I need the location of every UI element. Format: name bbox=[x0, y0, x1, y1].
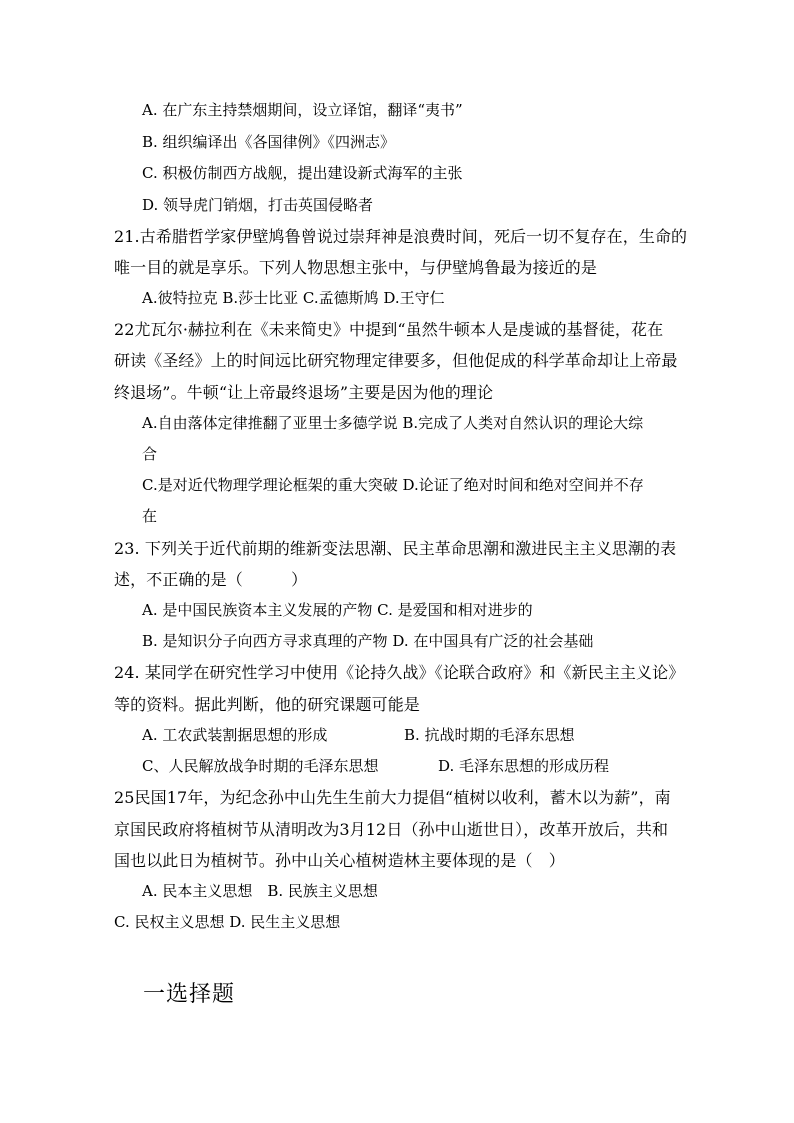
q25-stem-line-2: 京国民政府将植树节从清明改为3月12日（孙中山逝世日），改革开放后，共和 bbox=[114, 820, 669, 839]
q24-option-b: B. 抗战时期的毛泽东思想 bbox=[404, 726, 575, 744]
q22-options-cd-line-1: C.是对近代物理学理论框架的重大突破 D.论证了绝对时间和绝对空间并不存 bbox=[142, 476, 644, 494]
q22-options-ab-line-2: 合 bbox=[142, 445, 158, 463]
q22-stem-line-1: 22尤瓦尔·赫拉利在《未来简史》中提到“虽然牛顿本人是虔诚的基督徒，花在 bbox=[114, 320, 664, 339]
q22-stem-line-2: 研读《圣经》上的时间远比研究物理定律要多，但他促成的科学革命却让上帝最 bbox=[114, 351, 678, 370]
q20-option-b: B. 组织编译出《各国律例》《四洲志》 bbox=[142, 133, 396, 151]
q20-option-c: C. 积极仿制西方战舰，提出建设新式海军的主张 bbox=[142, 164, 463, 182]
q24-stem-line-1: 24. 某同学在研究性学习中使用《论持久战》《论联合政府》和《新民主主义论》 bbox=[114, 663, 685, 682]
q23-stem-line-1: 23. 下列关于近代前期的维新变法思潮、民主革命思潮和激进民主主义思潮的表 bbox=[114, 539, 677, 558]
q22-stem-line-3: 终退场”。牛顿“让上帝最终退场”主要是因为他的理论 bbox=[114, 383, 494, 402]
q25-options-cd: C. 民权主义思想 D. 民生主义思想 bbox=[114, 913, 341, 931]
q25-options-ab: A. 民本主义思想 B. 民族主义思想 bbox=[142, 882, 378, 900]
q21-stem-line-1: 21.古希腊哲学家伊壁鸠鲁曾说过崇拜神是浪费时间，死后一切不复存在，生命的 bbox=[114, 227, 688, 246]
q25-stem-line-1: 25民国17年，为纪念孙中山先生生前大力提倡“植树以收利，蓄木以为薪”，南 bbox=[114, 788, 671, 807]
q21-stem-line-2: 唯一目的就是享乐。下列人物思想主张中，与伊壁鸠鲁最为接近的是 bbox=[114, 258, 598, 277]
q24-option-d: D. 毛泽东思想的形成历程 bbox=[438, 757, 610, 775]
q23-options-ac: A. 是中国民族资本主义发展的产物 C. 是爱国和相对进步的 bbox=[142, 601, 533, 619]
q22-options-cd-line-2: 在 bbox=[142, 507, 158, 525]
q24-option-c: C、人民解放战争时期的毛泽东思想 bbox=[142, 757, 379, 775]
q23-stem-line-2: 述，不正确的是（ ） bbox=[114, 570, 308, 589]
section-heading: 一选择题 bbox=[143, 982, 236, 1007]
q25-stem-line-3: 国也以此日为植树节。孙中山关心植树造林主要体现的是（ ） bbox=[114, 851, 565, 870]
q22-options-ab-line-1: A.自由落体定律推翻了亚里士多德学说 B.完成了人类对自然认识的理论大综 bbox=[142, 414, 644, 432]
q20-option-d: D. 领导虎门销烟，打击英国侵略者 bbox=[142, 196, 374, 214]
q24-stem-line-2: 等的资料。据此判断，他的研究课题可能是 bbox=[114, 695, 420, 714]
q21-options: A.彼特拉克 B.莎士比亚 C.孟德斯鸠 D.王守仁 bbox=[142, 289, 445, 307]
q23-options-bd: B. 是知识分子向西方寻求真理的产物 D. 在中国具有广泛的社会基础 bbox=[142, 632, 594, 650]
q24-option-a: A. 工农武装割据思想的形成 bbox=[142, 726, 328, 744]
q20-option-a: A. 在广东主持禁烟期间，设立译馆，翻译“夷书” bbox=[142, 101, 463, 119]
